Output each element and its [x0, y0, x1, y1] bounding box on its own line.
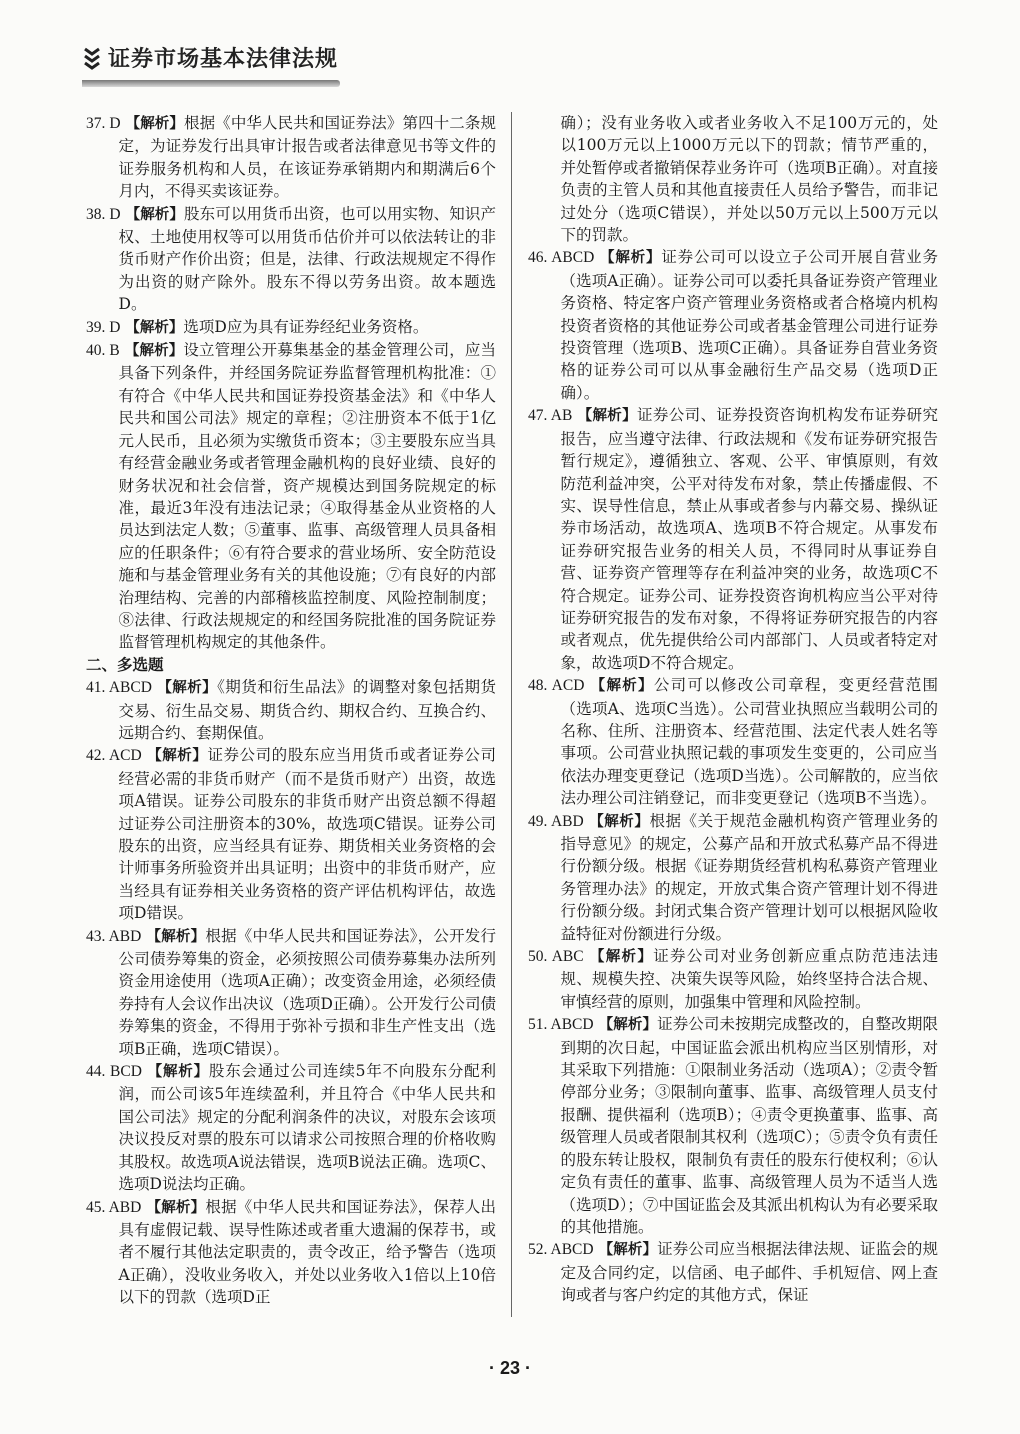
analysis-tag: 【解析】	[147, 748, 208, 765]
answer-item	[528, 246, 938, 404]
answer-continuation	[528, 112, 938, 246]
answer-number: 47. AB	[528, 407, 573, 425]
answer-item	[86, 1196, 496, 1309]
answer-number: 50. ABC	[528, 948, 584, 966]
analysis-tag: 【解析】	[146, 1199, 206, 1216]
section-heading: 二、多选题	[86, 655, 164, 674]
answer-number: 46. ABCD	[528, 249, 595, 267]
answer-item	[528, 1238, 938, 1306]
answer-number: 38. D	[86, 205, 121, 223]
answer-item	[528, 810, 938, 945]
analysis-text: 公司可以修改公司章程，变更经营范围（选项A、选项C当选）。公司营业执照应当载明公司的名称、住所、注册资本、经营范围、法定代表人姓名等事项。公司营业执照记载的事项发生变更的，公司应当依法办理变更登记（选项D当选）。公司解散的，应当依法办理公司注销登记，而非变更登记（选项B不当选）。	[560, 676, 938, 808]
analysis-text: 证券公司对业务创新应重点防范违法违规、规模失控、决策失误等风险，始终坚持合法合规、审慎经营的原则，加强集中管理和风险控制。	[560, 947, 938, 1011]
answer-item	[86, 339, 496, 654]
analysis-text: 根据《中华人民共和国证券法》，公开发行公司债券筹集的资金，必须按照公司债券募集办法所列资金用途使用（选项A正确）；改变资金用途，必须经债券持有人会议作出决议（选项D正确）。公开发行公司债券筹集的资金，不得用于弥补亏损和非生产性支出（选项B正确，选项C错误）。	[118, 926, 497, 1058]
analysis-tag: 【解析】	[124, 343, 184, 360]
page-number: · 23 ·	[488, 1358, 531, 1378]
answer-item	[528, 945, 938, 1013]
analysis-tag: 【解析】	[157, 680, 218, 697]
right-column	[528, 112, 938, 1307]
analysis-tag: 【解析】	[589, 949, 654, 966]
analysis-text: 证券公司应当根据法律法规、证监会的规定及合同约定，以信函、电子邮件、手机短信、网上查询或者与客户约定的其他方式，保证	[560, 1240, 938, 1305]
answer-number: 52. ABCD	[528, 1241, 594, 1259]
analysis-tag: 【解析】	[589, 813, 650, 830]
answer-number: 43. ABD	[86, 927, 142, 945]
answer-number: 39. D	[86, 318, 121, 336]
answer-item	[528, 1013, 938, 1238]
analysis-text: 证券公司未按期完成整改的，自整改期限到期的次日起，中国证监会派出机构应当区别情形，对其采取下列措施：①限制业务活动（选项A）；②责令暂停部分业务；③限制向董事、监事、高级管理人员支付报酬、提供福利（选项B）；④责令更换董事、监事、高级管理人员或者限制其权利（选项C）；⑤责令负有责任的股东转让股权，限制负有责任的股东行使权利；⑥认定负有责任的董事、监事、高级管理人员为不适当人选（选项D）；⑦中国证监会及其派出机构认为有必要采取的其他措施。	[560, 1015, 938, 1236]
analysis-tag: 【解析】	[146, 928, 206, 945]
answer-number: 51. ABCD	[528, 1016, 594, 1034]
analysis-tag: 【解析】	[125, 116, 185, 132]
column-divider	[511, 112, 512, 1317]
answer-number: 40. B	[86, 342, 120, 360]
answer-number: 37. D	[86, 115, 121, 132]
analysis-text: 选项D应为具有证券经纪业务资格。	[183, 317, 429, 336]
analysis-tag: 【解析】	[598, 1242, 658, 1259]
answer-number: 49. ABD	[528, 812, 584, 830]
analysis-tag: 【解析】	[598, 1017, 658, 1034]
analysis-tag: 【解析】	[125, 319, 184, 336]
answer-number: 48. ACD	[528, 677, 585, 695]
analysis-tag: 【解析】	[600, 250, 662, 267]
analysis-text: 根据《中华人民共和国证券法》第四十二条规定，为证券发行出具审计报告或者法律意见书等文件的证券服务机构和人员，在该证券承销期内和期满后6个月内，不得买卖该证券。	[118, 114, 496, 201]
answer-item	[86, 112, 496, 203]
analysis-text: 证券公司可以设立子公司开展自营业务（选项A正确）。证券公司可以委托具备证券资产管理业务资格、特定客户资产管理业务资格或者合格境内机构投资者资格的其他证券公司或者基金管理公司进行证券投资管理（选项B、选项C正确）。具备证券自营业务资格的证券公司可以从事金融衍生产品交易（选项D正确）。	[560, 248, 938, 402]
page-header	[82, 42, 338, 73]
analysis-text: 根据《关于规范金融机构资产管理业务的指导意见》的规定，公募产品和开放式私募产品不得进行份额分级。根据《证券期货经营机构私募资产管理业务管理办法》的规定，开放式集合资产管理计划不得进行份额分级。封闭式集合资产管理计划可以根据风险收益特征对份额进行分级。	[560, 811, 938, 943]
analysis-text: 根据《中华人民共和国证券法》，保荐人出具有虚假记载、误导性陈述或者重大遗漏的保荐书，或者不履行其他法定职责的，责令改正，给予警告（选项A正确），没收业务收入，并处以业务收入1倍以上10倍以下的罚款（选项D正	[118, 1197, 497, 1307]
analysis-text: 证券公司的股东应当用货币或者证券公司经营必需的非货币财产（而不是货币财产）出资，故选项A错误。证券公司股东的非货币财产出资总额不得超过证券公司注册资本的30%，故选项C错误。证券公司股东的出资，应当经具有证券、期货相关业务资格的会计师事务所验资并出具证明；出资中的非货币财产，应当经具有证券相关业务资格的资产评估机构评估，故选项D错误。	[118, 746, 496, 923]
answer-number: 41. ABCD	[86, 679, 152, 697]
answer-item	[86, 316, 496, 339]
analysis-text: 证券公司、证券投资咨询机构发布证券研究报告，应当遵守法律、行政法规和《发布证券研究报告暂行规定》，遵循独立、客观、公平、审慎原则，有效防范利益冲突，公平对待发布对象，禁止传播虚假、不实、误导性信息，禁止从事或者参与内幕交易、操纵证券市场活动，故选项A、选项B不符合规定。从事发布证券研究报告业务的相关人员，不得同时从事证券自营、证券资产管理等存在利益冲突的业务，故选项C不符合规定。证券公司、证券投资咨询机构应当公平对待证券研究报告的发布对象，不得将证券研究报告的内容或者观点，优先提供给公司内部部门、人员或者特定对象，故选项D不符合规定。	[560, 406, 938, 672]
analysis-tag: 【解析】	[147, 1064, 209, 1081]
analysis-tag: 【解析】	[590, 678, 654, 695]
answer-number: 44. BCD	[86, 1063, 142, 1081]
answer-item	[86, 744, 496, 924]
answer-item	[528, 404, 938, 674]
answer-number: 42. ACD	[86, 747, 142, 765]
answer-item	[86, 1060, 496, 1195]
answer-number: 45. ABD	[86, 1198, 142, 1216]
analysis-text: 确）；没有业务收入或者业务收入不足100万元的，处以100万元以上1000万元以下的罚款；情节严重的，并处暂停或者撤销保荐业务许可（选项B正确）。对直接负责的主管人员和其他直接责任人员给予警告，而非记过处分（选项C错误），并处以50万元以上500万元以下的罚款。	[560, 114, 938, 245]
analysis-tag: 【解析】	[577, 408, 638, 425]
answer-item	[528, 674, 938, 809]
analysis-text: 设立管理公开募集基金的基金管理公司，应当具备下列条件，并经国务院证券监督管理机构批准：①有符合《中华人民共和国证券投资基金法》和《中华人民共和国公司法》规定的章程；②注册资本不低于1亿元人民币，且必须为实缴货币资本；③主要股东应当具有经营金融业务或者管理金融机构的良好业绩、良好的财务状况和社会信誉，资产规模达到国务院规定的标准，最近3年没有违法记录；④取得基金从业资格的人员达到法定人数；⑤董事、监事、高级管理人员具备相应的任职条件；⑥有符合要求的营业场所、安全防范设施和与基金管理业务有关的其他设施；⑦有良好的内部治理结构、完善的内部稽核监控制度、风险控制制度；⑧法律、行政法规规定的和经国务院批准的国务院证券监督管理机构规定的其他条件。	[118, 341, 497, 652]
book-title: 证券市场基本法律法规	[108, 47, 339, 72]
analysis-tag: 【解析】	[125, 206, 185, 223]
answer-item	[86, 676, 496, 744]
answer-item	[86, 203, 496, 316]
analysis-text: 《期货和衍生品法》的调整对象包括期货交易、衍生品交易、期货合约、期权合约、互换合约、远期合约、套期保值。	[118, 678, 496, 742]
double-chevron-icon	[82, 45, 102, 71]
analysis-text: 股东会通过公司连续5年不向股东分配利润，而公司该5年连续盈利，并且符合《中华人民共和国公司法》规定的分配利润条件的决议，对股东会该项决议投反对票的股东可以请求公司按照合理的价格收购其股权。故选项A说法错误，选项B说法正确。选项C、选项D说法均正确。	[118, 1062, 496, 1194]
answer-item	[86, 925, 496, 1060]
header-rule	[82, 80, 340, 87]
analysis-text: 股东可以用货币出资，也可以用实物、知识产权、土地使用权等可以用货币估价并可以依法转让的非货币财产作价出资；但是，法律、行政法规规定不得作为出资的财产除外。股东不得以劳务出资。故本题选D。	[118, 204, 496, 314]
left-column	[86, 112, 496, 1309]
